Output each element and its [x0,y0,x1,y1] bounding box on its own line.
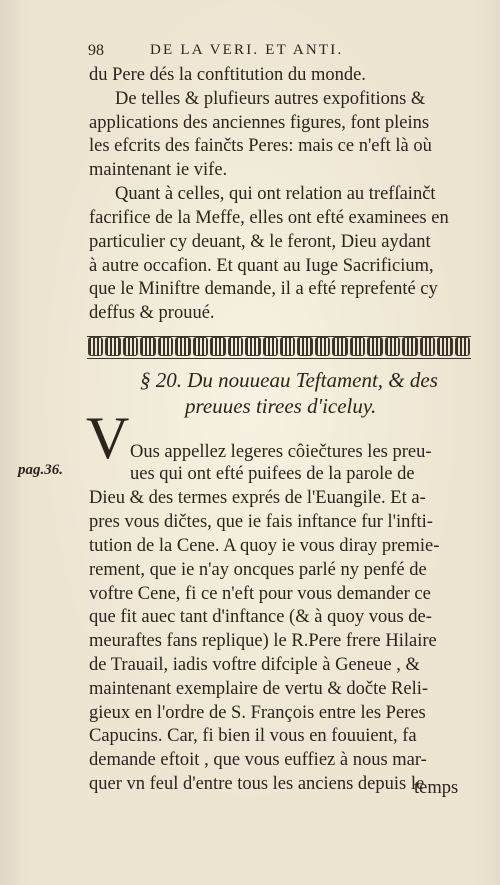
ornament-piece [210,337,225,356]
text-line: rement, que ie n'ay oncques parlé ny penfé de [89,560,427,580]
ornament-piece [280,337,295,356]
margin-note: pag.36. [18,462,63,478]
ornament-piece [105,337,120,356]
text-line: Dieu & des termes exprés de l'Euangile. Et a- [89,488,426,508]
text-line: maintenant ie vife. [89,160,228,180]
ornament-piece [140,337,155,356]
text-line: deffus & prouué. [89,303,215,323]
catchword: temps [414,778,459,798]
text-line: Ous appellez legeres côiečtures les preu- [130,442,432,462]
ornament-piece [350,337,365,356]
text-line: ues qui ont efté puifees de la parole de [130,464,415,484]
ornament-piece [455,337,470,356]
ornament-piece [402,337,417,356]
ornament-piece [263,337,278,356]
ornament-piece [437,337,452,356]
text-line: que fit auec tant d'inftance (& à quoy vous de- [89,607,432,627]
text-line: gieux en l'ordre de S. François entre les Peres [89,703,426,723]
text-line: tution de la Cene. A quoy ie vous diray premie- [89,536,440,556]
text-line: De telles & plufieurs autres expofitions & [115,89,426,109]
decorative-ornament-band [87,336,471,359]
ornament-piece [367,337,382,356]
ornament-piece [297,337,312,356]
text-line: facrifice de la Meffe, elles ont efté examinees en [89,208,449,228]
ornament-piece [420,337,435,356]
ornament-piece [88,337,103,356]
page-header [88,40,473,64]
page-number: 98 [88,42,104,59]
text-line: voftre Cene, fi ce n'eft pour vous demander ce [89,584,431,604]
text-line: les efcrits des fainčts Peres: mais ce n'eft là où [89,136,432,156]
ornament-piece [175,337,190,356]
section-heading: § 20. Du nouueau Teftament, & des [140,368,438,392]
ornament-piece [158,337,173,356]
ornament-piece [193,337,208,356]
text-line: demande eftoit , que vous euffiez à nous mar- [89,750,427,770]
ornament-piece [332,337,347,356]
ornament-piece [228,337,243,356]
text-line: Capucins. Car, fi bien il vous en fouuient, fa [89,726,417,746]
ornament-piece [245,337,260,356]
text-line: à autre occafion. Et quant au Iuge Sacrificium, [89,256,434,276]
drop-cap: V [86,405,130,471]
running-head: DE LA VERI. ET ANTI. [150,42,344,58]
text-line: du Pere dés la conftitution du monde. [89,65,366,85]
section-subheading: preuues tirees d'iceluy. [185,394,377,418]
ornament-piece [315,337,330,356]
text-line: pres vous dičtes, que ie fais inftance fur l'infti- [89,512,433,532]
text-line: particulier cy deuant, & le feront, Dieu aydant [89,232,431,252]
text-line: de Trauail, iadis voftre difciple à Geneue , & [89,655,420,675]
ornament-piece [385,337,400,356]
text-line: quer vn feul d'entre tous les anciens depuis le [89,774,425,794]
text-line: Quant à celles, qui ont relation au trefſainčt [115,184,436,204]
ornament-piece [123,337,138,356]
text-line: applications des anciennes figures, font pleins [89,113,430,133]
text-line: que le Miniftre demande, il a efté reprefenté cy [89,279,438,299]
text-line: meuraftes fans replique) le R.Pere frere Hilaire [89,631,437,651]
text-line: maintenant exemplaire de vertu & dočte Reli- [89,679,429,699]
